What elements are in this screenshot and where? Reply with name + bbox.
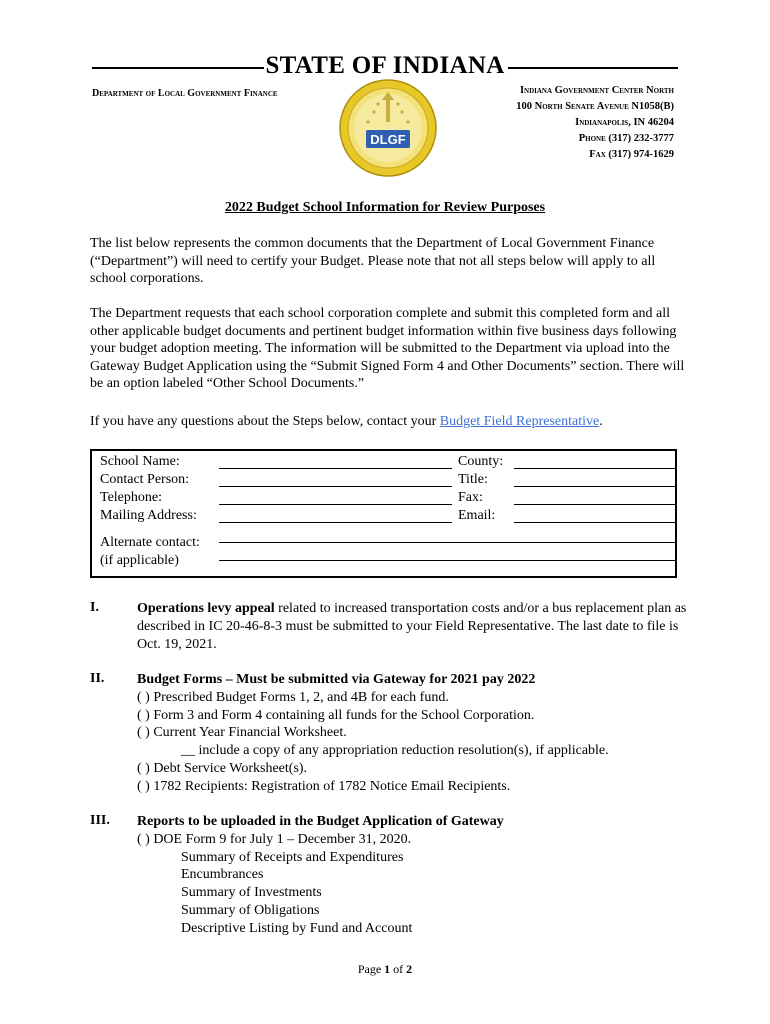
checklist-item[interactable]: ( ) DOE Form 9 for July 1 – December 31, 2020. <box>137 831 412 847</box>
telephone-label: Telephone: <box>100 490 162 505</box>
section-1-text <box>137 600 697 653</box>
checklist-item[interactable]: ( ) 1782 Recipients: Registration of 1782 Notice Email Recipients. <box>137 778 511 794</box>
checklist-item[interactable]: ( ) Current Year Financial Worksheet. <box>137 725 347 741</box>
report-subitem: Descriptive Listing by Fund and Account <box>181 920 413 936</box>
agency-address <box>516 83 674 163</box>
section-2-title: Budget Forms – Must be submitted via Gateway for 2021 pay 2022 <box>137 672 536 687</box>
intro-paragraph: The list below represents the common documents that the Department of Local Government Finance (“Department”) will need to certify your Budget. Please note that not all steps below will apply to all school corporations. <box>90 236 656 287</box>
section-2-list <box>137 671 697 796</box>
submission-paragraph: The Department requests that each school corporation complete and submit this completed form and all other applicable budget documents and pertinent budget information within five business days following your budget adoption meeting. The information will be submitted to the Department via upload into the Gateway Budget Application using the “Submit Signed Form 4 and Other Documents” section. There will be an option labeled “Other School Documents.” <box>90 306 685 392</box>
page-current: 1 <box>384 962 391 976</box>
fax-label: Fax: <box>458 490 483 505</box>
fax-line: Fax (317) 974-1629 <box>589 149 674 160</box>
section-3-number: III. <box>90 813 110 828</box>
page-title: STATE OF INDIANA <box>265 52 505 79</box>
section-3-list <box>137 813 697 938</box>
section-1-title: Operations levy appeal <box>137 601 275 616</box>
email-field[interactable] <box>514 522 676 523</box>
seal-text: DLGF <box>370 132 406 147</box>
questions-text: If you have any questions about the Steps below, contact your <box>90 414 440 429</box>
of-word: of <box>393 962 404 976</box>
checklist-subitem[interactable]: __ include a copy of any appropriation reduction resolution(s), if applicable. <box>181 743 609 759</box>
address-line: Indiana Government Center North <box>519 85 674 96</box>
contact-info-box <box>90 449 677 578</box>
alternate-contact-field-1[interactable] <box>219 542 676 543</box>
checklist-item[interactable]: ( ) Prescribed Budget Forms 1, 2, and 4B for each fund. <box>137 689 449 705</box>
title-rule-right <box>508 67 678 69</box>
report-subitem: Summary of Investments <box>181 885 322 901</box>
contact-person-field[interactable] <box>219 486 452 487</box>
section-1-number: I. <box>90 600 99 615</box>
alternate-contact-note: (if applicable) <box>100 553 179 568</box>
section-3-title: Reports to be uploaded in the Budget Application of Gateway <box>137 814 504 829</box>
alternate-contact-field-2[interactable] <box>219 560 676 561</box>
county-label: County: <box>458 454 504 469</box>
address-line: 100 North Senate Avenue N1058(B) <box>516 101 674 112</box>
document-heading: 2022 Budget School Information for Review Purposes <box>224 200 546 215</box>
address-line: Indianapolis, IN 46204 <box>575 117 674 128</box>
report-subitem: Encumbrances <box>181 867 264 883</box>
questions-period: . <box>599 414 603 429</box>
email-label: Email: <box>458 508 496 523</box>
section-2-number: II. <box>90 671 105 686</box>
county-field[interactable] <box>514 468 676 469</box>
checklist-item[interactable]: ( ) Form 3 and Form 4 containing all funds for the School Corporation. <box>137 707 535 723</box>
checklist-item[interactable]: ( ) Debt Service Worksheet(s). <box>137 760 308 776</box>
dlgf-seal <box>338 78 438 178</box>
field-rep-link[interactable]: Budget Field Representative <box>439 414 600 429</box>
alternate-contact-label: Alternate contact: <box>100 535 200 550</box>
title-label: Title: <box>458 472 488 487</box>
section-1-body: related to increased transportation costs and/or a bus replacement plan as described in IC 20-46-8-3 must be submitted to your Field Representative. The last date to file is Oct. 19, 2021. <box>137 601 687 652</box>
fax-field[interactable] <box>514 504 676 505</box>
page-total: 2 <box>406 962 413 976</box>
report-subitem: Summary of Obligations <box>181 902 320 918</box>
mailing-address-label: Mailing Address: <box>100 508 197 523</box>
page-number <box>0 962 770 977</box>
contact-person-label: Contact Person: <box>100 472 190 487</box>
report-subitem: Summary of Receipts and Expenditures <box>181 849 404 865</box>
department-name: Department of Local Government Finance <box>92 88 278 99</box>
school-name-field[interactable] <box>219 468 452 469</box>
mailing-address-field[interactable] <box>219 522 452 523</box>
telephone-field[interactable] <box>219 504 452 505</box>
page-word: Page <box>357 962 382 976</box>
school-name-label: School Name: <box>100 454 180 469</box>
questions-paragraph <box>90 413 690 431</box>
title-field[interactable] <box>514 486 676 487</box>
phone-line: Phone (317) 232-3777 <box>578 133 674 144</box>
